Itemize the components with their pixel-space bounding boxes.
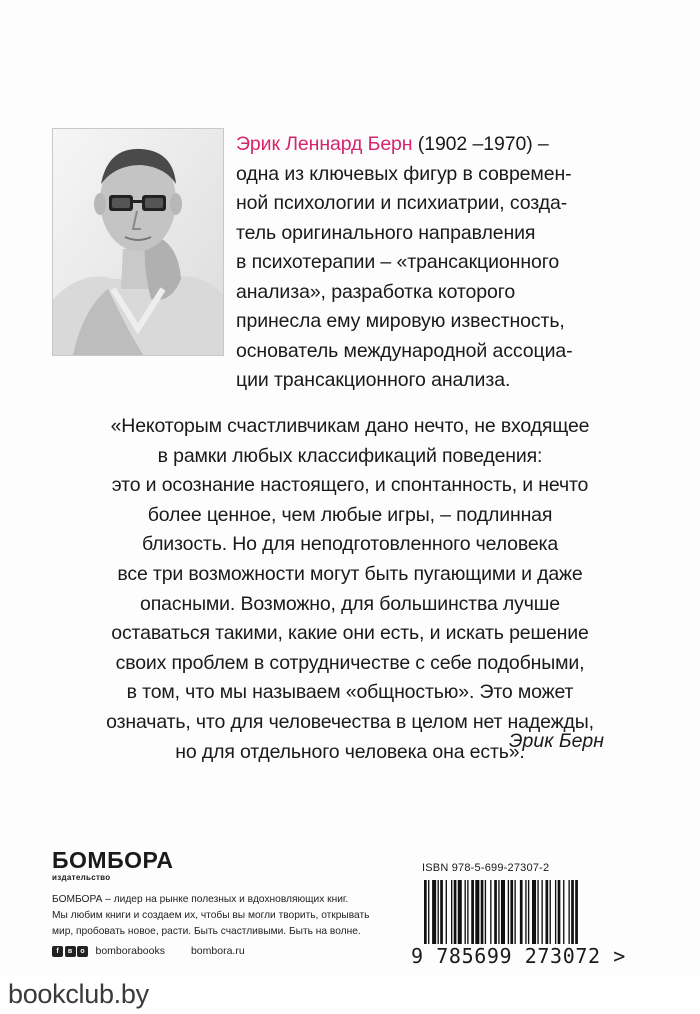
isbn-label: ISBN 978-5-699-27307-2: [422, 862, 550, 874]
quote-line: в том, что мы называем «общностью». Это может: [126, 681, 574, 704]
barcode: [424, 880, 620, 944]
barcode-bar: [451, 880, 452, 944]
watermark: bookclub.by: [8, 979, 149, 1009]
barcode-bar: [537, 880, 538, 944]
vk-icon: в: [65, 946, 76, 957]
barcode-bar: [550, 880, 551, 944]
bio-line: тель оригинального направления: [236, 221, 536, 244]
barcode-bar: [467, 880, 468, 944]
barcode-bar: [508, 880, 509, 944]
quote-signature: Эрик Берн: [509, 730, 604, 752]
barcode-bar: [546, 880, 549, 944]
quote-line: в рамки любых классификаций поведения:: [157, 444, 543, 467]
barcode-bar: [446, 880, 447, 944]
bio-line: анализа», разработка которого: [236, 280, 516, 303]
bio-line: Эрик Леннард Берн (1902 –1970) –: [236, 133, 549, 155]
barcode-bar: [494, 880, 497, 944]
barcode-bar: [575, 880, 578, 944]
quote-line: означать, что для человечества в целом нет надежды,: [106, 710, 594, 733]
bio-line: принесла ему мировую известность,: [236, 310, 565, 332]
publisher-name: БОМБОРА: [52, 847, 174, 873]
barcode-bar: [428, 880, 429, 944]
barcode-bar: [520, 880, 523, 944]
barcode-bar: [525, 880, 526, 944]
barcode-bar: [458, 880, 462, 944]
quote-line: близость. Но для неподготовленного человека: [141, 533, 559, 556]
barcode-bar: [558, 880, 561, 944]
publisher-description-line: мир, пробовать новое, расти. Быть счастливыми. Быть на волне.: [52, 926, 361, 937]
barcode-bar: [571, 880, 574, 944]
barcode-bar: [514, 880, 515, 944]
publisher-subtitle: издательство: [52, 873, 111, 882]
quote-line: опасными. Возможно, для большинства лучше: [140, 592, 560, 615]
bio-line: одна из ключевых фигур в современ-: [236, 162, 572, 185]
barcode-bar: [432, 880, 436, 944]
barcode-bar: [490, 880, 491, 944]
barcode-bar: [532, 880, 536, 944]
quote-line: «Некоторым счастливчикам дано нечто, не входящее: [110, 415, 590, 437]
quote-line: своих проблем в сотрудничестве с себе подобными,: [115, 651, 585, 674]
quote-line: более ценное, чем любые игры, – подлинная: [147, 503, 553, 526]
bio-line: ции трансакционного анализа.: [236, 369, 511, 391]
author-bio: [236, 130, 656, 396]
quote-block: [40, 412, 660, 767]
barcode-bar: [555, 880, 556, 944]
facebook-icon: f: [52, 946, 63, 957]
author-photo: [52, 128, 224, 356]
bio-line: в психотерапии – «трансакционного: [236, 251, 560, 273]
author-name: Эрик Леннард Берн: [236, 133, 413, 155]
bio-line: ной психологии и психиатрии, созда-: [236, 192, 568, 214]
barcode-bar: [541, 880, 542, 944]
barcode-bar: [563, 880, 564, 944]
barcode-bar: [481, 880, 484, 944]
publisher-description-line: БОМБОРА – лидер на рынке полезных и вдохновляющих книг.: [52, 894, 349, 905]
social-handle: bomborabooks: [95, 945, 165, 957]
barcode-bar: [501, 880, 505, 944]
odnoklassniki-icon: о: [77, 946, 88, 957]
barcode-bar: [568, 880, 569, 944]
quote-line: все три возможности могут быть пугающими и даже: [117, 562, 583, 585]
barcode-bar: [465, 880, 466, 944]
bio-line: основатель международной ассоциа-: [236, 339, 573, 362]
barcode-bar: [528, 880, 529, 944]
barcode-bar: [438, 880, 439, 944]
publisher-description: [52, 892, 412, 940]
publisher-description-line: Мы любим книги и создаем их, чтобы вы могли творить, открывать: [52, 910, 370, 921]
barcode-bar: [498, 880, 499, 944]
barcode-bar: [471, 880, 474, 944]
barcode-bar: [475, 880, 479, 944]
quote-line: это и осознание настоящего, и спонтанность, и нечто: [111, 474, 589, 497]
barcode-bar: [424, 880, 427, 944]
barcode-digits: 9 785699 273072 >: [411, 944, 626, 968]
barcode-bar: [485, 880, 486, 944]
publisher-logo: [52, 848, 173, 882]
publisher-website: bombora.ru: [190, 945, 245, 957]
barcode-bar: [510, 880, 513, 944]
social-row: [52, 944, 245, 958]
quote-line: оставаться такими, какие они есть, и искать решение: [111, 622, 589, 645]
quote-line: но для отдельного человека она есть».: [175, 740, 525, 763]
barcode-bar: [454, 880, 457, 944]
barcode-bar: [440, 880, 443, 944]
